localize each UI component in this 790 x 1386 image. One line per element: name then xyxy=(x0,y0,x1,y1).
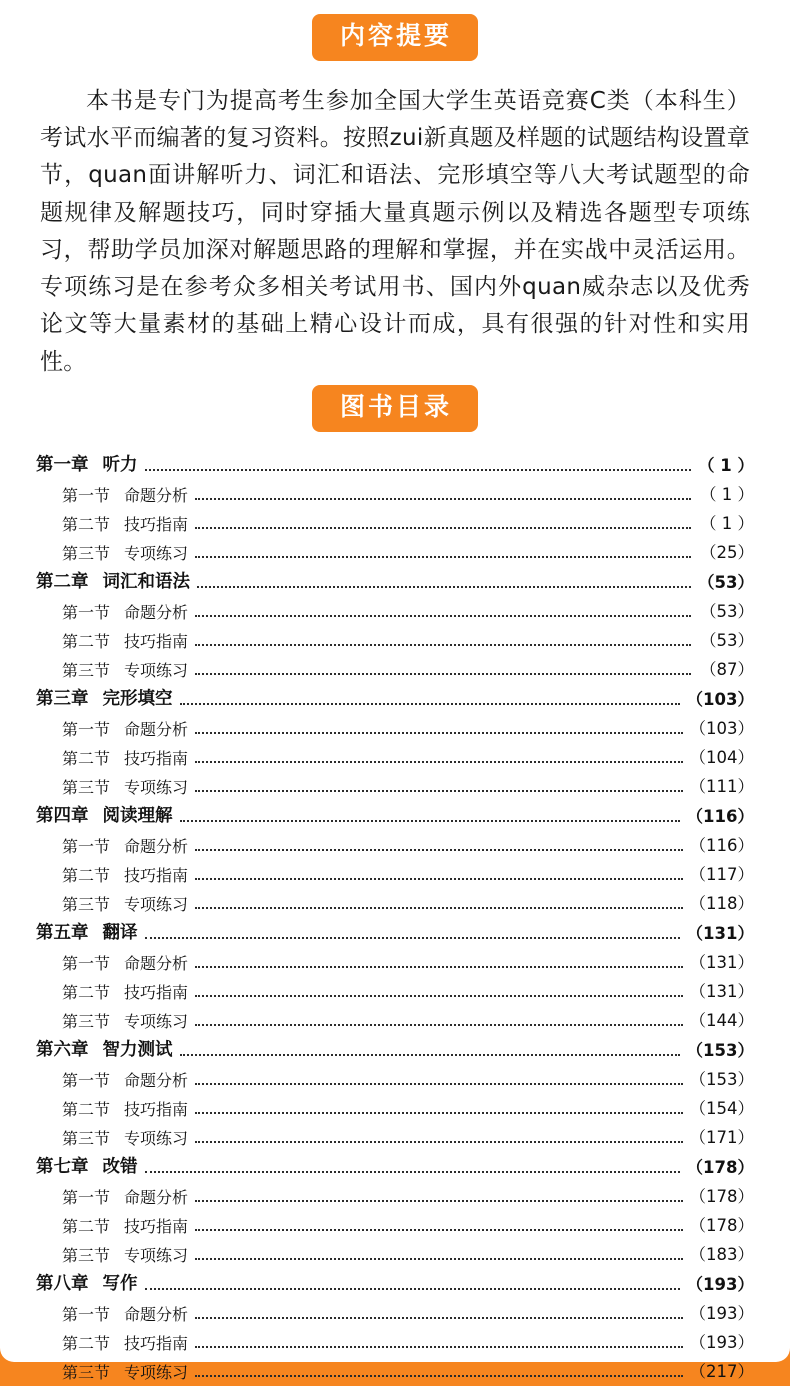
toc-entry-label xyxy=(62,1011,189,1035)
toc-entry-number: 第二节 xyxy=(62,631,111,651)
toc-chapter-row[interactable] xyxy=(36,1152,754,1182)
toc-entry-page: （178） xyxy=(686,1158,754,1177)
toc-entry-label xyxy=(62,894,189,918)
toc-section-row[interactable] xyxy=(36,1123,754,1152)
toc-chapter-row[interactable] xyxy=(36,801,754,831)
toc-entry-title: 技巧指南 xyxy=(124,1333,189,1353)
toc-entry-title: 专项练习 xyxy=(124,660,189,680)
toc-entry-label xyxy=(62,719,189,743)
toc-entry-label xyxy=(62,631,189,655)
toc-entry-title: 专项练习 xyxy=(124,1128,189,1148)
toc-entry-number: 第七章 xyxy=(36,1157,89,1177)
toc-entry-title: 写作 xyxy=(102,1274,138,1294)
toc-entry-page: （154） xyxy=(689,1099,754,1118)
toc-entry-page: （103） xyxy=(689,719,754,738)
toc-entry-page: （193） xyxy=(689,1333,754,1352)
toc-leader-dots xyxy=(195,556,691,558)
toc-entry-title: 听力 xyxy=(102,455,138,475)
toc-entry-number: 第一节 xyxy=(62,953,111,973)
toc-entry-label xyxy=(62,748,189,772)
toc-leader-dots xyxy=(195,615,691,617)
toc-leader-dots xyxy=(195,498,691,500)
toc-entry-label xyxy=(36,691,173,714)
toc-entry-title: 技巧指南 xyxy=(124,1099,189,1119)
toc-entry-page: （116） xyxy=(686,807,754,826)
toc-entry-label xyxy=(62,865,189,889)
toc-entry-number: 第一节 xyxy=(62,836,111,856)
toc-section-row[interactable] xyxy=(36,1357,754,1386)
toc-leader-dots xyxy=(145,1288,680,1290)
toc-leader-dots xyxy=(195,907,682,909)
toc-leader-dots xyxy=(195,1317,682,1319)
toc-entry-number: 第二节 xyxy=(62,748,111,768)
toc-entry-label xyxy=(36,1042,173,1065)
toc-entry-label xyxy=(62,543,189,567)
toc-entry-title: 专项练习 xyxy=(124,894,189,914)
toc-section-row[interactable] xyxy=(36,860,754,889)
toc-section-row[interactable] xyxy=(36,1094,754,1123)
intro-paragraph: 本书是专门为提高考生参加全国大学生英语竞赛C类（本科生）考试水平而编著的复习资料。按照zui新真题及样题的试题结构设置章节，quan面讲解听力、词汇和语法、完形填空等八大考试题型的命题规律及解题技巧，同时穿插大量真题示例以及精选各题型专项练习，帮助学员加深对解题思路的理解和掌握，并在实战中灵活运用。专项练习是在参考众多相关考试用书、国内外quan威杂志以及优秀论文等大量素材的基础上精心设计而成，具有很强的针对性和实用性。 xyxy=(40,87,750,375)
toc-entry-number: 第一节 xyxy=(62,485,111,505)
toc-entry-label xyxy=(62,1070,189,1094)
toc-entry-label xyxy=(62,836,189,860)
toc-heading-wrap xyxy=(0,381,790,432)
toc-leader-dots xyxy=(197,586,691,588)
toc-section-row[interactable] xyxy=(36,772,754,801)
toc-entry-number: 第三节 xyxy=(62,1128,111,1148)
toc-entry-title: 技巧指南 xyxy=(124,514,189,534)
toc-entry-page: （171） xyxy=(689,1128,754,1147)
table-of-contents xyxy=(36,450,754,1386)
toc-entry-label xyxy=(62,1245,189,1269)
toc-entry-page: （144） xyxy=(689,1011,754,1030)
toc-chapter-row[interactable] xyxy=(36,1035,754,1065)
toc-entry-label xyxy=(62,1099,189,1123)
toc-leader-dots xyxy=(195,1141,682,1143)
toc-leader-dots xyxy=(195,1083,682,1085)
toc-leader-dots xyxy=(195,644,691,646)
toc-entry-number: 第四章 xyxy=(36,806,89,826)
toc-entry-number: 第八章 xyxy=(36,1274,89,1294)
toc-entry-page: （118） xyxy=(689,894,754,913)
toc-leader-dots xyxy=(195,1024,682,1026)
toc-chapter-row[interactable] xyxy=(36,450,754,480)
toc-entry-label xyxy=(62,982,189,1006)
toc-entry-page: （53） xyxy=(700,631,754,650)
toc-entry-number: 第二章 xyxy=(36,572,89,592)
toc-entry-page: （53） xyxy=(698,573,754,592)
toc-entry-number: 第一节 xyxy=(62,1304,111,1324)
toc-entry-number: 第二节 xyxy=(62,1099,111,1119)
toc-entry-title: 翻译 xyxy=(102,923,138,943)
intro-heading: 内容提要 xyxy=(312,14,478,61)
toc-entry-number: 第三节 xyxy=(62,894,111,914)
toc-entry-page: （193） xyxy=(686,1275,754,1294)
toc-entry-title: 阅读理解 xyxy=(102,806,173,826)
toc-chapter-row[interactable] xyxy=(36,684,754,714)
toc-entry-page: （183） xyxy=(689,1245,754,1264)
toc-leader-dots xyxy=(145,1171,680,1173)
toc-leader-dots xyxy=(195,673,691,675)
toc-entry-title: 专项练习 xyxy=(124,1362,189,1382)
toc-entry-title: 技巧指南 xyxy=(124,1216,189,1236)
toc-entry-title: 命题分析 xyxy=(124,953,189,973)
toc-entry-page: （178） xyxy=(689,1216,754,1235)
toc-entry-label xyxy=(62,602,189,626)
toc-section-row[interactable] xyxy=(36,509,754,538)
toc-entry-label xyxy=(62,777,189,801)
toc-section-row[interactable] xyxy=(36,743,754,772)
toc-section-row[interactable] xyxy=(36,948,754,977)
toc-entry-label xyxy=(62,1362,189,1386)
toc-entry-page: （131） xyxy=(686,924,754,943)
toc-entry-number: 第一节 xyxy=(62,602,111,622)
toc-entry-label xyxy=(36,1276,138,1299)
toc-entry-title: 专项练习 xyxy=(124,1011,189,1031)
toc-entry-title: 技巧指南 xyxy=(124,865,189,885)
toc-leader-dots xyxy=(195,527,691,529)
toc-leader-dots xyxy=(195,732,682,734)
toc-entry-page: （ 1 ） xyxy=(700,514,754,533)
toc-entry-title: 命题分析 xyxy=(124,485,189,505)
toc-entry-title: 技巧指南 xyxy=(124,982,189,1002)
toc-entry-page: （178） xyxy=(689,1187,754,1206)
toc-entry-title: 技巧指南 xyxy=(124,748,189,768)
toc-entry-label xyxy=(62,1128,189,1152)
toc-entry-title: 改错 xyxy=(102,1157,138,1177)
toc-section-row[interactable] xyxy=(36,1065,754,1094)
toc-leader-dots xyxy=(195,1229,682,1231)
toc-entry-page: （116） xyxy=(689,836,754,855)
toc-entry-number: 第三节 xyxy=(62,1362,111,1382)
toc-heading: 图书目录 xyxy=(312,385,478,432)
toc-entry-label xyxy=(62,953,189,977)
toc-entry-page: （153） xyxy=(689,1070,754,1089)
toc-leader-dots xyxy=(195,849,682,851)
toc-section-row[interactable] xyxy=(36,626,754,655)
toc-section-row[interactable] xyxy=(36,831,754,860)
toc-entry-title: 技巧指南 xyxy=(124,631,189,651)
toc-entry-page: （25） xyxy=(700,543,754,562)
toc-entry-label xyxy=(36,574,190,597)
toc-entry-title: 命题分析 xyxy=(124,719,189,739)
toc-entry-title: 专项练习 xyxy=(124,777,189,797)
toc-entry-title: 命题分析 xyxy=(124,1187,189,1207)
toc-entry-number: 第二节 xyxy=(62,982,111,1002)
toc-entry-title: 命题分析 xyxy=(124,1304,189,1324)
toc-entry-page: （117） xyxy=(689,865,754,884)
toc-section-row[interactable] xyxy=(36,889,754,918)
toc-leader-dots xyxy=(180,820,680,822)
toc-leader-dots xyxy=(145,469,692,471)
toc-entry-page: （87） xyxy=(700,660,754,679)
intro-heading-wrap xyxy=(0,0,790,61)
toc-section-row[interactable] xyxy=(36,977,754,1006)
toc-entry-page: （111） xyxy=(689,777,754,796)
toc-leader-dots xyxy=(195,966,682,968)
toc-leader-dots xyxy=(195,761,682,763)
toc-entry-page: （153） xyxy=(686,1041,754,1060)
toc-entry-number: 第五章 xyxy=(36,923,89,943)
toc-chapter-row[interactable] xyxy=(36,567,754,597)
toc-entry-page: （53） xyxy=(700,602,754,621)
toc-section-row[interactable] xyxy=(36,1328,754,1357)
toc-leader-dots xyxy=(195,1200,682,1202)
toc-entry-number: 第三节 xyxy=(62,543,111,563)
toc-section-row[interactable] xyxy=(36,655,754,684)
toc-entry-label xyxy=(62,1304,189,1328)
toc-leader-dots xyxy=(195,1375,682,1377)
toc-entry-label xyxy=(62,485,189,509)
toc-entry-page: （131） xyxy=(689,982,754,1001)
toc-entry-number: 第一节 xyxy=(62,719,111,739)
toc-chapter-row[interactable] xyxy=(36,1269,754,1299)
toc-entry-page: （ 1 ） xyxy=(700,485,754,504)
toc-entry-title: 智力测试 xyxy=(102,1040,173,1060)
toc-entry-label xyxy=(62,1333,189,1357)
toc-entry-number: 第二节 xyxy=(62,514,111,534)
toc-section-row[interactable] xyxy=(36,480,754,509)
toc-entry-number: 第三节 xyxy=(62,777,111,797)
toc-entry-label xyxy=(36,808,173,831)
toc-entry-title: 词汇和语法 xyxy=(102,572,190,592)
toc-entry-number: 第六章 xyxy=(36,1040,89,1060)
toc-leader-dots xyxy=(195,1258,682,1260)
toc-leader-dots xyxy=(195,995,682,997)
toc-section-row[interactable] xyxy=(36,1299,754,1328)
toc-section-row[interactable] xyxy=(36,714,754,743)
toc-entry-page: （131） xyxy=(689,953,754,972)
toc-chapter-row[interactable] xyxy=(36,918,754,948)
toc-entry-title: 专项练习 xyxy=(124,1245,189,1265)
toc-entry-number: 第一节 xyxy=(62,1070,111,1090)
toc-entry-page: （217） xyxy=(689,1362,754,1381)
toc-section-row[interactable] xyxy=(36,1006,754,1035)
toc-entry-label xyxy=(36,457,138,480)
toc-entry-title: 专项练习 xyxy=(124,543,189,563)
toc-leader-dots xyxy=(180,703,680,705)
toc-entry-title: 命题分析 xyxy=(124,836,189,856)
toc-entry-number: 第三章 xyxy=(36,689,89,709)
toc-section-row[interactable] xyxy=(36,1211,754,1240)
toc-leader-dots xyxy=(195,1346,682,1348)
toc-entry-number: 第二节 xyxy=(62,865,111,885)
toc-leader-dots xyxy=(195,1112,682,1114)
toc-entry-label xyxy=(36,1159,138,1182)
toc-entry-number: 第二节 xyxy=(62,1333,111,1353)
toc-leader-dots xyxy=(180,1054,680,1056)
toc-entry-title: 命题分析 xyxy=(124,602,189,622)
toc-entry-title: 命题分析 xyxy=(124,1070,189,1090)
toc-entry-label xyxy=(62,660,189,684)
toc-entry-number: 第二节 xyxy=(62,1216,111,1236)
toc-section-row[interactable] xyxy=(36,1240,754,1269)
toc-leader-dots xyxy=(145,937,680,939)
toc-entry-page: （ 1 ） xyxy=(698,456,754,475)
toc-entry-page: （193） xyxy=(689,1304,754,1323)
toc-entry-label xyxy=(62,1187,189,1211)
toc-section-row[interactable] xyxy=(36,538,754,567)
toc-entry-number: 第三节 xyxy=(62,660,111,680)
toc-entry-number: 第一节 xyxy=(62,1187,111,1207)
toc-entry-label xyxy=(36,925,138,948)
toc-entry-label xyxy=(62,1216,189,1240)
toc-entry-number: 第三节 xyxy=(62,1245,111,1265)
toc-entry-label xyxy=(62,514,189,538)
toc-section-row[interactable] xyxy=(36,1182,754,1211)
toc-entry-page: （103） xyxy=(686,690,754,709)
toc-entry-title: 完形填空 xyxy=(102,689,173,709)
toc-section-row[interactable] xyxy=(36,597,754,626)
toc-entry-number: 第一章 xyxy=(36,455,89,475)
toc-leader-dots xyxy=(195,878,682,880)
toc-leader-dots xyxy=(195,790,682,792)
toc-entry-page: （104） xyxy=(689,748,754,767)
toc-entry-number: 第三节 xyxy=(62,1011,111,1031)
